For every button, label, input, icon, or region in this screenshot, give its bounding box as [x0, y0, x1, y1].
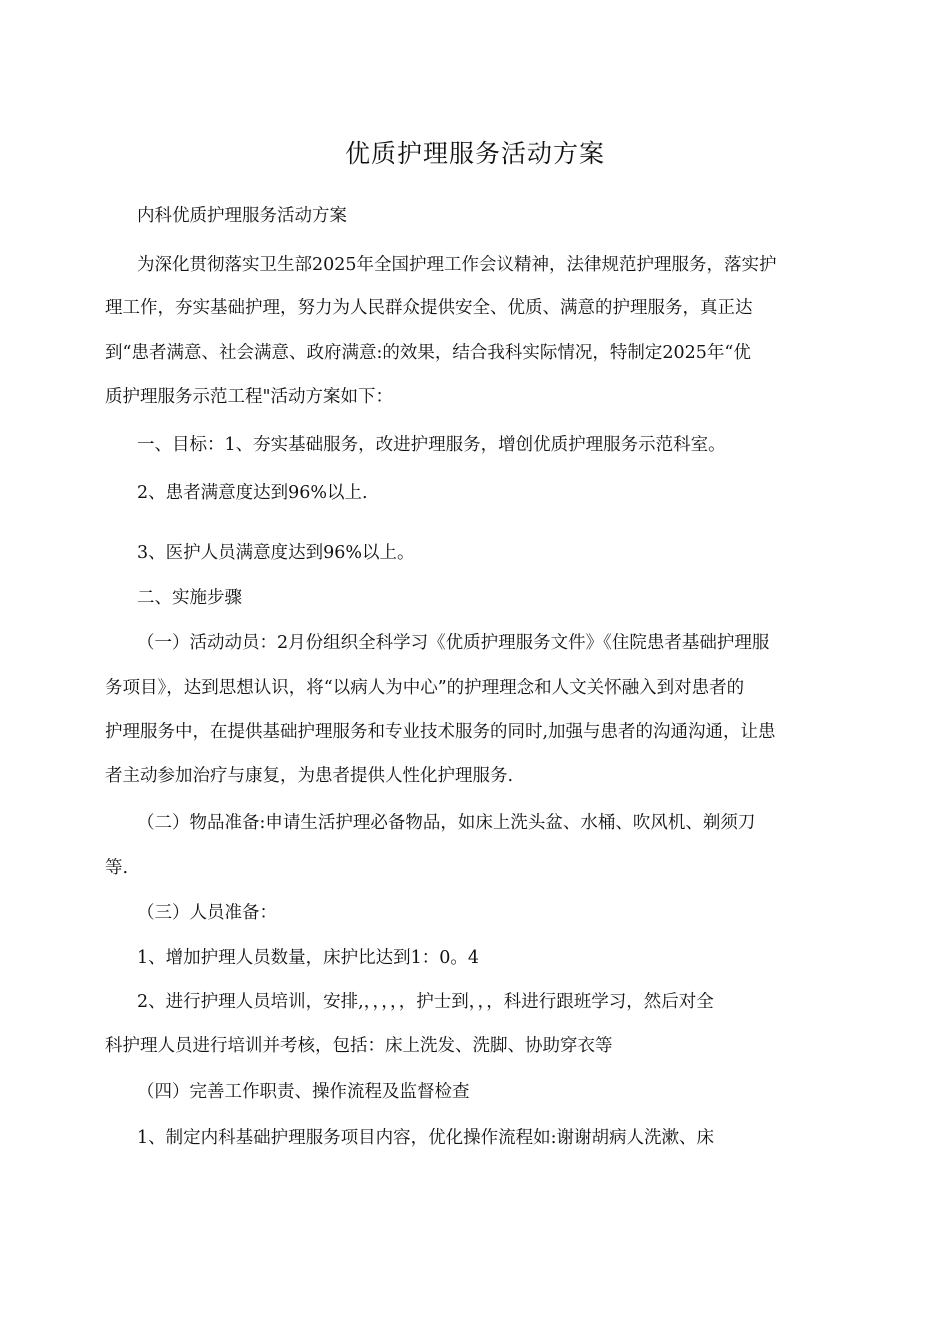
document-title: 优质护理服务活动方案: [344, 139, 605, 168]
goal-line-3: 3、医护人员满意度达到96%以上。: [137, 543, 415, 563]
step2-line-1: （二）物品准备:申请生活护理必备物品，如床上洗头盆、水桶、吹风机、剃须刀: [137, 813, 756, 833]
step1-line-1: （一）活动动员：2月份组织全科学习《优质护理服务文件》《住院患者基础护理服: [137, 633, 770, 653]
step3-item-1: 1、增加护理人员数量，床护比达到1：0。4: [137, 948, 480, 968]
step3-heading: （三）人员准备：: [137, 903, 277, 923]
step4-heading: （四）完善工作职责、操作流程及监督检查: [137, 1082, 470, 1102]
step3-item-2-line-2: 科护理人员进行培训并考核，包括：床上洗发、洗脚、协助穿衣等: [105, 1036, 613, 1056]
intro-line-3: 到“患者满意、社会满意、政府满意:的效果，结合我科实际情况，特制定2025年“优: [105, 343, 751, 363]
goal-line-1: 一、目标：1、夯实基础服务，改进护理服务，增创优质护理服务示范科室。: [137, 435, 726, 455]
step1-line-4: 者主动参加治疗与康复，为患者提供人性化护理服务.: [105, 766, 514, 786]
intro-line-2: 理工作，夯实基础护理，努力为人民群众提供安全、优质、满意的护理服务，真正达: [105, 298, 753, 318]
step1-line-3: 护理服务中，在提供基础护理服务和专业技术服务的同时,加强与患者的沟通沟通，让患: [105, 722, 776, 742]
intro-line-1: 为深化贯彻落实卫生部2025年全国护理工作会议精神，法律规范护理服务，落实护: [137, 255, 777, 275]
intro-line-4: 质护理服务示范工程"活动方案如下：: [105, 387, 394, 407]
goal-line-2: 2、患者满意度达到96%以上.: [137, 483, 368, 503]
step2-line-2: 等.: [105, 858, 129, 878]
subtitle-line: 内科优质护理服务活动方案: [137, 206, 347, 226]
step4-item-1: 1、制定内科基础护理服务项目内容，优化操作流程如:谢谢胡病人洗漱、床: [137, 1128, 715, 1148]
step3-item-2-line-1: 2、进行护理人员培训，安排,，，，，，护士到，，，科进行跟班学习，然后对全: [137, 992, 714, 1012]
section-heading-steps: 二、实施步骤: [137, 588, 242, 608]
step1-line-2: 务项目》，达到思想认识，将“以病人为中心”的护理理念和人文关怀融入到对患者的: [105, 678, 745, 698]
